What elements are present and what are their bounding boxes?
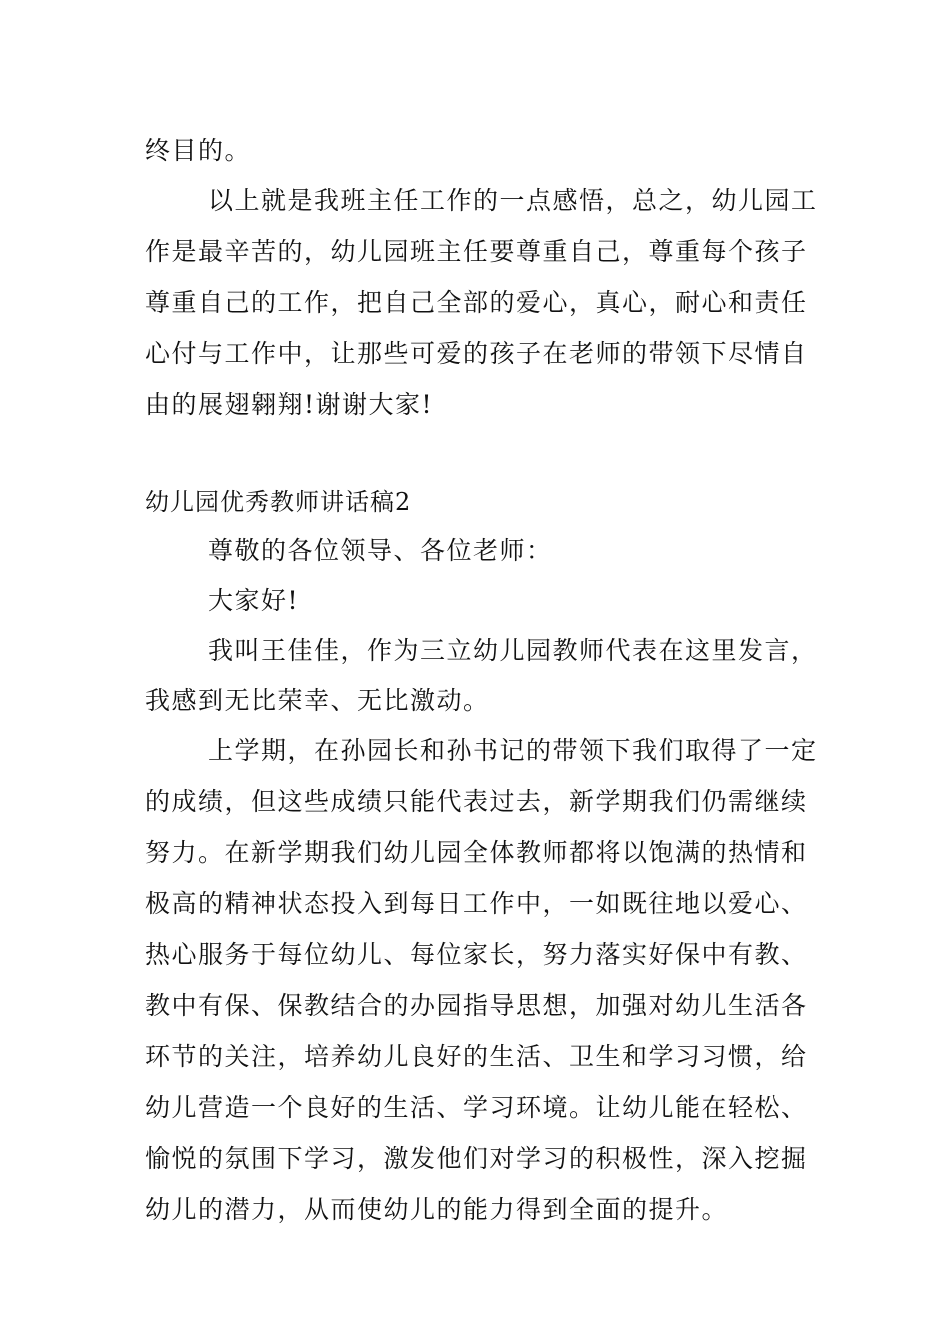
paragraph-line: 上学期，在孙园长和孙书记的带领下我们取得了一定 (208, 736, 818, 765)
paragraph-line: 由的展翅翱翔!谢谢大家! (145, 390, 434, 419)
paragraph-line: 幼儿营造一个良好的生活、学习环境。让幼儿能在轻松、 (145, 1093, 808, 1122)
section-title: 幼儿园优秀教师讲话稿2 (145, 488, 412, 516)
paragraph-line: 努力。在新学期我们幼儿园全体教师都将以饱满的热情和 (145, 838, 808, 867)
paragraph-line: 大家好! (208, 586, 300, 615)
paragraph-line: 教中有保、保教结合的办园指导思想，加强对幼儿生活各 (145, 991, 808, 1020)
paragraph-line: 愉悦的氛围下学习，激发他们对学习的积极性，深入挖掘 (145, 1144, 808, 1173)
paragraph-line: 我感到无比荣幸、无比激动。 (145, 686, 490, 715)
paragraph-line: 以上就是我班主任工作的一点感悟，总之，幼儿园工 (208, 186, 818, 215)
paragraph-line: 尊重自己的工作，把自己全部的爱心，真心，耐心和责任 (145, 288, 808, 317)
paragraph-line: 幼儿的潜力，从而使幼儿的能力得到全面的提升。 (145, 1195, 729, 1224)
paragraph-line: 环节的关注，培养幼儿良好的生活、卫生和学习习惯，给 (145, 1042, 808, 1071)
paragraph-line: 的成绩，但这些成绩只能代表过去，新学期我们仍需继续 (145, 787, 808, 816)
paragraph-line: 尊敬的各位领导、各位老师： (208, 536, 553, 565)
paragraph-line: 终目的。 (145, 136, 252, 165)
paragraph-line: 作是最辛苦的，幼儿园班主任要尊重自己，尊重每个孩子 (145, 237, 808, 266)
paragraph-line: 我叫王佳佳，作为三立幼儿园教师代表在这里发言， (208, 636, 818, 665)
paragraph-line: 心付与工作中，让那些可爱的孩子在老师的带领下尽情自 (145, 339, 808, 368)
paragraph-line: 极高的精神状态投入到每日工作中，一如既往地以爱心、 (145, 889, 808, 918)
paragraph-line: 热心服务于每位幼儿、每位家长，努力落实好保中有教、 (145, 940, 808, 969)
